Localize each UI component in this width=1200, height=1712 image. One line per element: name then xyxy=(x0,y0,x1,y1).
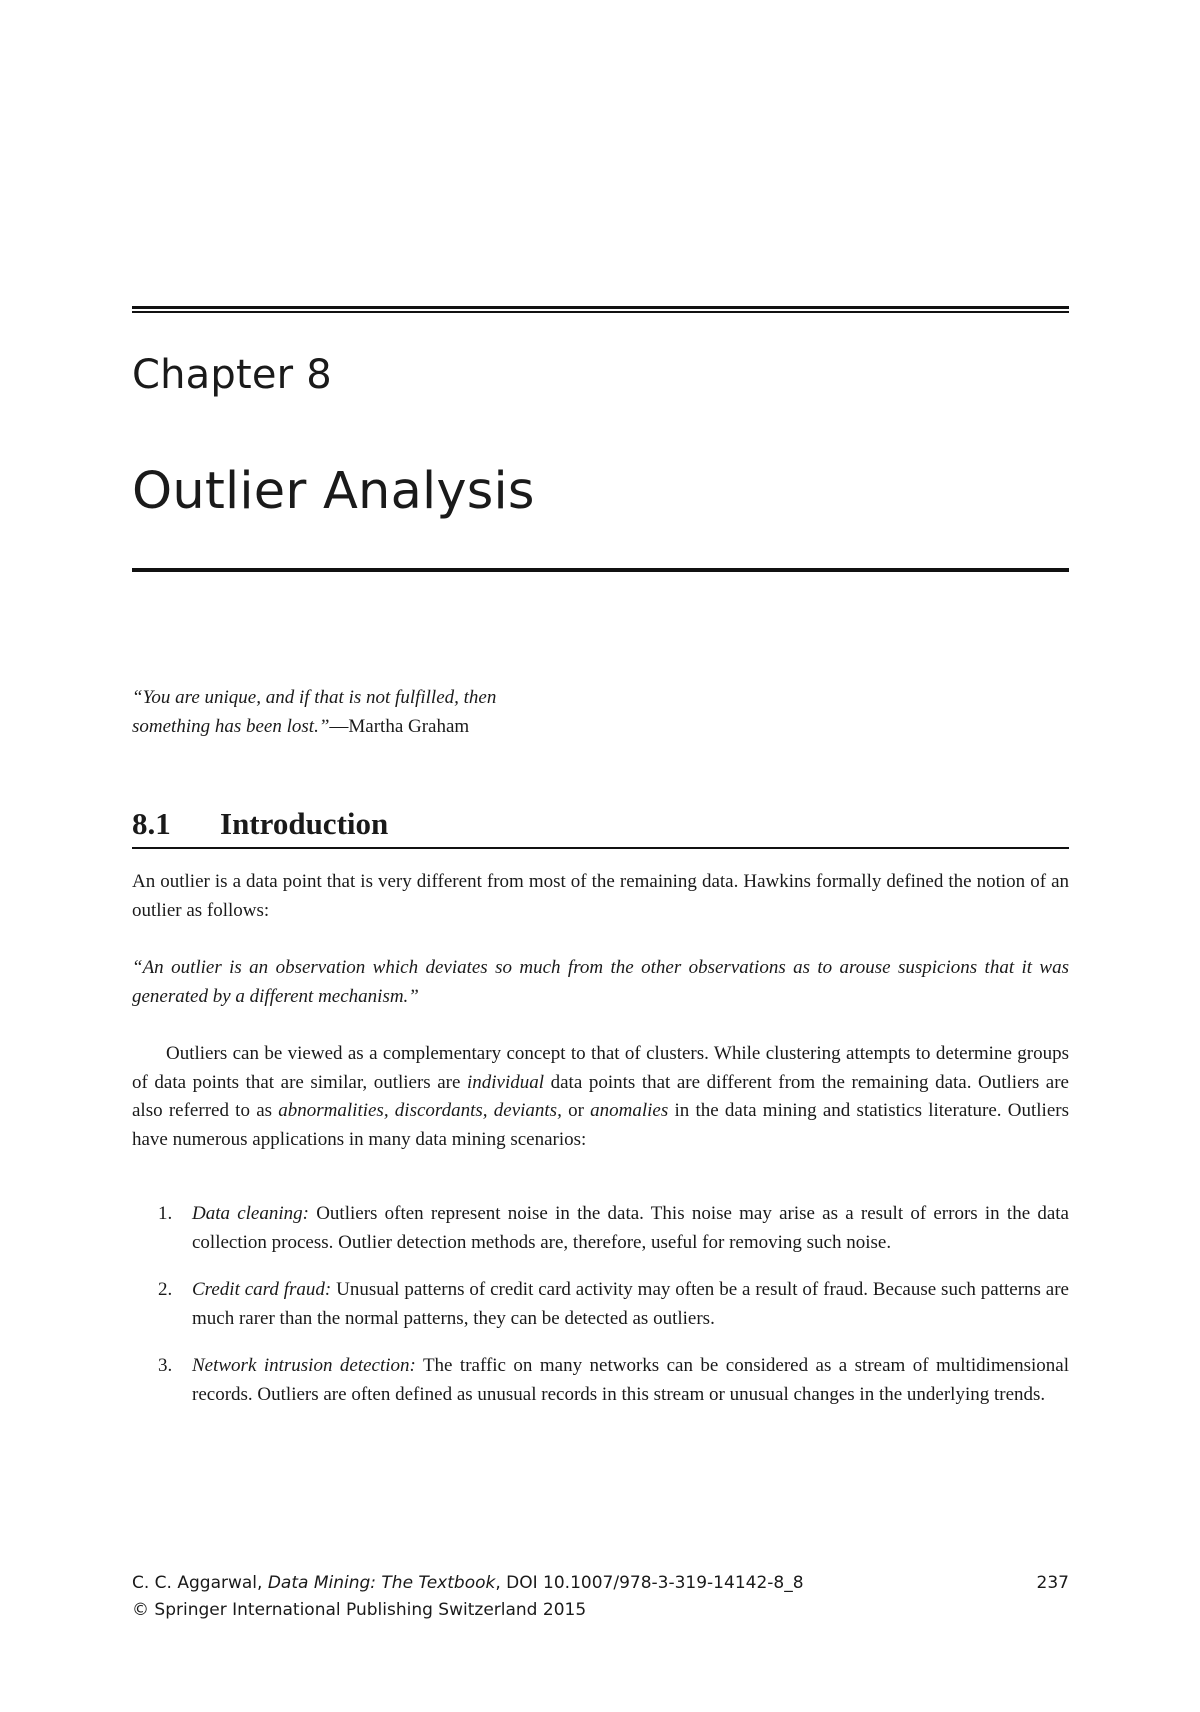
paragraph2-em-individual: individual xyxy=(467,1071,545,1093)
paragraph2-part2: data points that are different from the remaining data. Outliers are also referred to as xyxy=(132,1071,1069,1121)
list-item-text: Outliers often represent noise in the data. This noise may arise as a result of errors in the data collection process. Outlier detection methods are, therefore, useful for removing such noise. xyxy=(192,1203,1069,1253)
list-item-text: Unusual patterns of credit card activity may often be a result of fraud. Because such patterns are much rarer than the normal patterns, they can be detected as outliers. xyxy=(192,1279,1069,1329)
list-item xyxy=(132,1200,1069,1257)
chapter-label: Chapter 8 xyxy=(132,352,332,398)
chapter-bottom-rule xyxy=(132,568,1069,572)
page-number: 237 xyxy=(1036,1573,1069,1593)
chapter-top-rule-thin xyxy=(132,311,1069,313)
list-item xyxy=(132,1352,1069,1409)
paragraph2-em-anomalies: anomalies xyxy=(590,1100,669,1121)
footer-citation xyxy=(132,1570,1069,1597)
paragraph2-em-synonyms: abnormalities, discordants, deviants, xyxy=(278,1100,562,1121)
list-item-term: Network intrusion detection: xyxy=(192,1355,416,1376)
section-number: 8.1 xyxy=(132,806,171,841)
paragraph2-part4: in the data mining and statistics literature. Outliers have numerous applications in many data mining scenarios: xyxy=(132,1100,1069,1150)
list-item xyxy=(132,1276,1069,1333)
footer-author: C. C. Aggarwal, xyxy=(132,1573,268,1593)
section-rule xyxy=(132,847,1069,849)
paragraph-outliers xyxy=(132,1040,1069,1154)
paragraph2-part1: Outliers can be viewed as a complementary concept to that of clusters. While clustering attempts to determine groups of data points that are similar, outliers are xyxy=(132,1043,1069,1093)
epigraph-quote-line2: something has been lost.” xyxy=(132,716,330,737)
list-item-term: Credit card fraud: xyxy=(192,1279,332,1300)
section-heading xyxy=(132,806,1069,842)
list-item-text: The traffic on many networks can be considered as a stream of multidimensional records. Outliers are often defined as unusual records in this stream or unusual changes in the underlying trends. xyxy=(192,1355,1069,1405)
epigraph-quote-line1: “You are unique, and if that is not fulfilled, then xyxy=(132,687,497,708)
epigraph-attribution: —Martha Graham xyxy=(329,716,470,737)
list-item-term: Data cleaning: xyxy=(192,1203,309,1224)
list-marker: 3. xyxy=(158,1355,173,1376)
paragraph-intro: An outlier is a data point that is very different from most of the remaining data. Hawkins formally defined the notion of an outlier as follows: xyxy=(132,871,1069,921)
epigraph xyxy=(132,683,692,741)
chapter-top-rule xyxy=(132,306,1069,309)
list-marker: 1. xyxy=(158,1203,173,1224)
paragraph2-part3: or xyxy=(561,1100,591,1121)
list-marker: 2. xyxy=(158,1279,173,1300)
section-title: Introduction xyxy=(220,806,389,841)
footer-copyright: © Springer International Publishing Switzerland 2015 xyxy=(132,1600,587,1620)
footer-doi: , DOI 10.1007/978-3-319-14142-8_8 xyxy=(495,1573,804,1593)
footer-book-title: Data Mining: The Textbook xyxy=(267,1573,496,1593)
chapter-title: Outlier Analysis xyxy=(132,462,535,521)
definition-quote: “An outlier is an observation which deviates so much from the other observations as to arouse suspicions that it was generated by a different mechanism.” xyxy=(132,957,1069,1007)
applications-list xyxy=(132,1200,1069,1428)
page-footer xyxy=(132,1570,1069,1624)
